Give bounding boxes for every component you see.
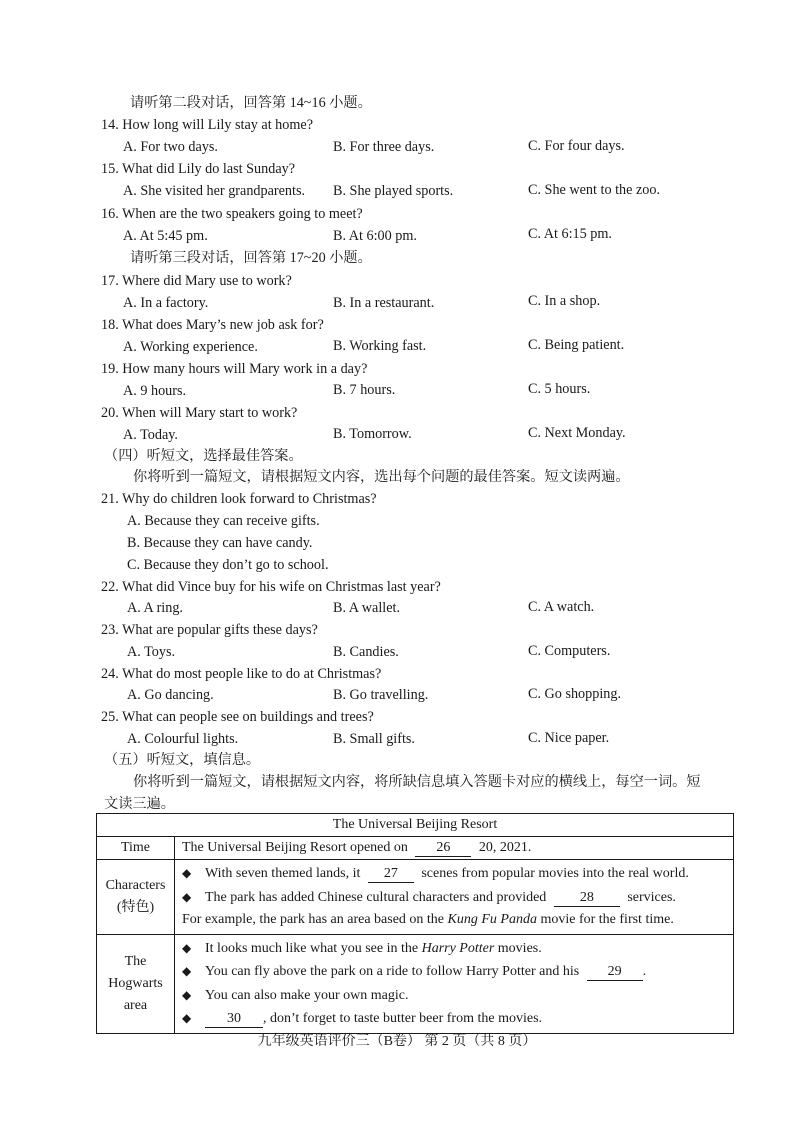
example-text-end: movie for the first time.: [540, 912, 674, 927]
question-18: 18. What does Mary’s new job ask for?: [101, 317, 324, 333]
blank-28: 28: [554, 890, 620, 907]
q24-option-c: C. Go shopping.: [528, 686, 622, 702]
q16-option-a: A. At 5:45 pm.: [123, 228, 208, 244]
characters-text-1-end: scenes from popular movies into the real world.: [421, 866, 689, 881]
hogwarts-text-1: It looks much like what you see in the: [205, 940, 419, 956]
q19-option-b: B. 7 hours.: [333, 382, 396, 398]
q18-option-b: B. Working fast.: [333, 338, 427, 354]
dialogue3-instruction: 请听第三段对话，回答第 17~20 小题。: [130, 250, 372, 266]
movie-title-harry-potter: Harry Potter: [421, 940, 495, 956]
q14-option-a: A. For two days.: [123, 139, 218, 155]
characters-text-2-end: services.: [627, 889, 676, 905]
hogwarts-item-1: [182, 937, 733, 961]
hogwarts-text-4: , don’t forget to taste butter beer from the movies.: [263, 1011, 543, 1026]
example-text: For example, the park has an area based on the: [182, 912, 445, 927]
characters-label-en: Characters: [105, 877, 166, 893]
characters-text-2: The park has added Chinese cultural characters and provided: [205, 889, 547, 905]
q23-option-a: A. Toys.: [127, 644, 176, 660]
question-16: 16. When are the two speakers going to meet?: [101, 206, 363, 222]
q23-option-c: C. Computers.: [528, 643, 611, 659]
q15-option-a: A. She visited her grandparents.: [123, 183, 306, 199]
q17-option-c: C. In a shop.: [528, 293, 601, 309]
hogwarts-label: [97, 934, 175, 1033]
part5-instruction-cont: 文读三遍。: [104, 796, 175, 812]
blank-27: 27: [368, 866, 414, 883]
hogwarts-item-2: [182, 960, 733, 984]
hogwarts-text-3: You can also make your own magic.: [205, 987, 409, 1003]
q15-option-b: B. She played sports.: [333, 183, 454, 199]
q22-option-a: A. A ring.: [127, 600, 183, 616]
question-15: 15. What did Lily do last Sunday?: [101, 161, 296, 177]
q14-option-c: C. For four days.: [528, 138, 625, 154]
hogwarts-label-2: Hogwarts: [108, 975, 163, 991]
table-row-characters: [97, 860, 734, 935]
blank-29: 29: [587, 964, 643, 981]
q16-option-b: B. At 6:00 pm.: [333, 228, 417, 244]
q18-option-a: A. Working experience.: [123, 339, 258, 355]
characters-text-1: With seven themed lands, it: [205, 866, 361, 881]
question-20: 20. When will Mary start to work?: [101, 405, 298, 421]
q25-option-a: A. Colourful lights.: [127, 731, 239, 747]
diamond-bullet-icon: ◆: [182, 940, 192, 955]
time-text-end: 20, 2021.: [478, 839, 532, 855]
diamond-bullet-icon: ◆: [182, 987, 192, 1002]
time-label: Time: [97, 837, 175, 860]
q18-option-c: C. Being patient.: [528, 337, 625, 353]
q23-option-b: B. Candies.: [333, 644, 399, 660]
table-row-hogwarts: [97, 934, 734, 1033]
question-14: 14. How long will Lily stay at home?: [101, 117, 313, 133]
hogwarts-label-3: area: [123, 997, 148, 1013]
part5-instruction: 你将听到一篇短文，请根据短文内容，将所缺信息填入答题卡对应的横线上，每空一词。短: [133, 774, 701, 790]
table-row-time: [97, 837, 734, 860]
question-23: 23. What are popular gifts these days?: [101, 622, 318, 638]
characters-item-2: [182, 886, 733, 910]
hogwarts-label-1: The: [124, 953, 147, 969]
time-text: The Universal Beijing Resort opened on: [182, 839, 408, 855]
diamond-bullet-icon: ◆: [182, 964, 192, 978]
q21-option-c: C. Because they don’t go to school.: [127, 557, 329, 573]
question-25: 25. What can people see on buildings and trees?: [101, 709, 374, 725]
movie-title-kung-fu-panda: Kung Fu Panda: [447, 912, 537, 927]
diamond-bullet-icon: ◆: [182, 1011, 192, 1025]
q15-option-c: C. She went to the zoo.: [528, 182, 661, 198]
question-17: 17. Where did Mary use to work?: [101, 273, 292, 289]
characters-example: [182, 909, 733, 932]
info-table: [96, 813, 734, 1034]
characters-cell: [175, 860, 734, 935]
question-21: 21. Why do children look forward to Christmas?: [101, 491, 377, 507]
hogwarts-text-2-end: .: [642, 964, 647, 979]
question-19: 19. How many hours will Mary work in a day?: [101, 361, 368, 377]
blank-26: 26: [415, 840, 471, 857]
q21-option-b: B. Because they can have candy.: [127, 535, 313, 551]
q17-option-a: A. In a factory.: [123, 295, 209, 311]
question-24: 24. What do most people like to do at Christmas?: [101, 666, 382, 682]
page-footer: 九年级英语评价三（B卷） 第 2 页（共 8 页）: [257, 1034, 537, 1049]
diamond-bullet-icon: ◆: [182, 889, 192, 904]
characters-item-1: [182, 862, 733, 886]
q19-option-a: A. 9 hours.: [123, 383, 187, 399]
q20-option-b: B. Tomorrow.: [333, 426, 412, 442]
q24-option-a: A. Go dancing.: [127, 687, 214, 703]
question-22: 22. What did Vince buy for his wife on Christmas last year?: [101, 579, 441, 595]
hogwarts-text-1-end: movies.: [497, 940, 542, 956]
hogwarts-item-3: [182, 984, 733, 1008]
q20-option-c: C. Next Monday.: [528, 425, 626, 441]
part5-title: （五）听短文，填信息。: [104, 752, 261, 768]
q21-option-a: A. Because they can receive gifts.: [127, 513, 320, 529]
q14-option-b: B. For three days.: [333, 139, 435, 155]
q16-option-c: C. At 6:15 pm.: [528, 226, 612, 242]
dialogue2-instruction: 请听第二段对话，回答第 14~16 小题。: [130, 95, 372, 111]
diamond-bullet-icon: ◆: [182, 866, 192, 880]
q19-option-c: C. 5 hours.: [528, 381, 591, 397]
q17-option-b: B. In a restaurant.: [333, 295, 435, 311]
q25-option-c: C. Nice paper.: [528, 730, 610, 746]
hogwarts-cell: [175, 934, 734, 1033]
time-cell: [175, 837, 734, 860]
q22-option-b: B. A wallet.: [333, 600, 400, 616]
q20-option-a: A. Today.: [123, 427, 178, 443]
part4-title: （四）听短文，选择最佳答案。: [104, 448, 303, 464]
q24-option-b: B. Go travelling.: [333, 687, 429, 703]
blank-30: 30: [205, 1011, 263, 1028]
table-title: The Universal Beijing Resort: [97, 814, 734, 837]
q25-option-b: B. Small gifts.: [333, 731, 415, 747]
characters-label: [97, 860, 175, 935]
hogwarts-item-4: [182, 1007, 733, 1031]
part4-instruction: 你将听到一篇短文，请根据短文内容，选出每个问题的最佳答案。短文读两遍。: [133, 469, 630, 485]
hogwarts-text-2: You can fly above the park on a ride to follow Harry Potter and his: [205, 964, 580, 979]
q22-option-c: C. A watch.: [528, 599, 595, 615]
characters-label-cn: (特色): [116, 899, 155, 915]
table-title-row: [97, 814, 734, 837]
